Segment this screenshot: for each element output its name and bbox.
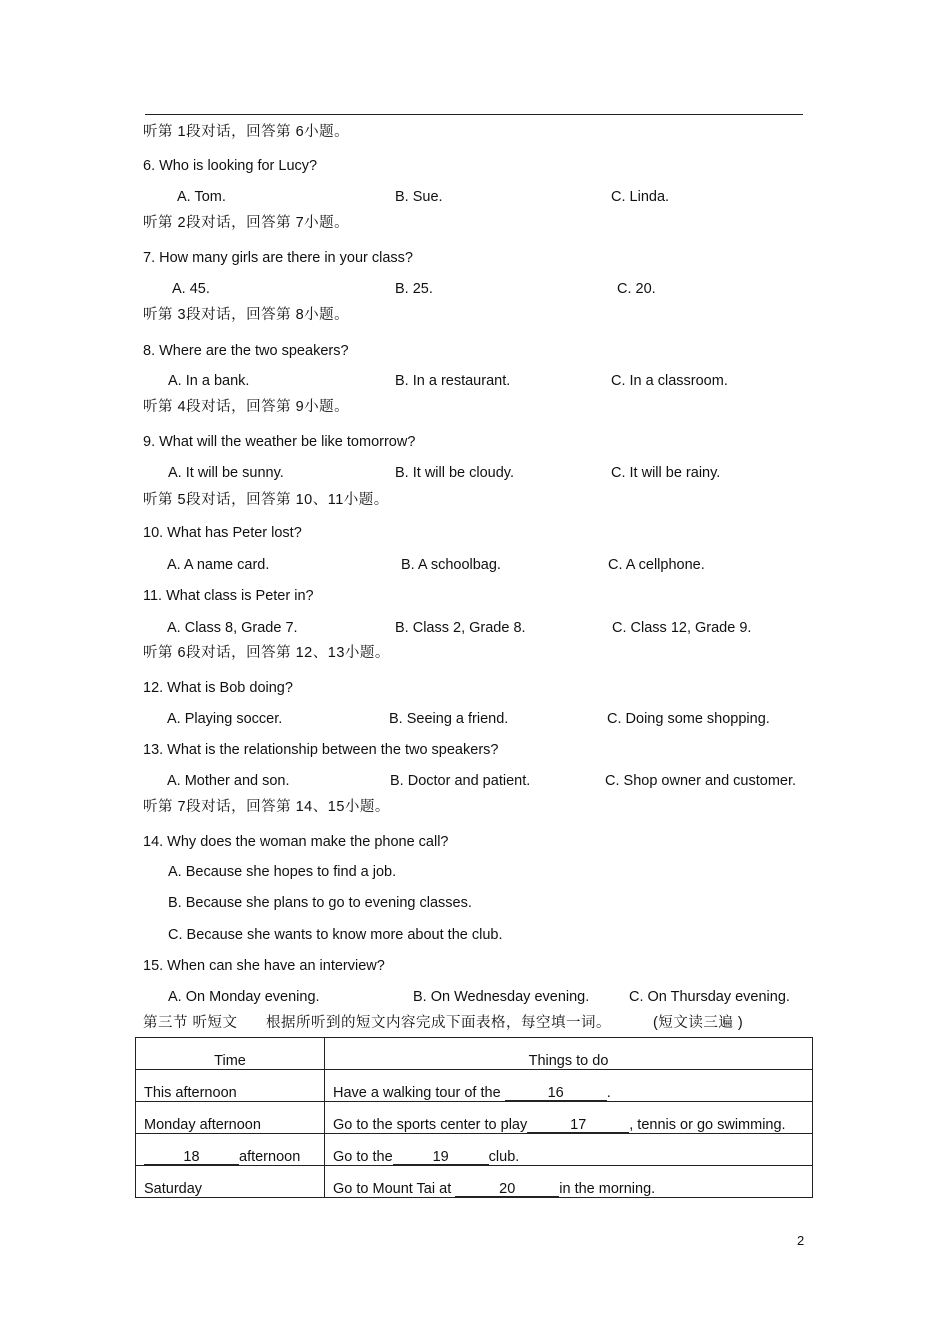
page-number: 2 [797, 1233, 805, 1248]
time-cell: This afternoon [136, 1070, 325, 1102]
option-11c: C. Class 12, Grade 9. [612, 620, 752, 636]
part3-instruction: 根据所听到的短文内容完成下面表格，每空填一词。 [266, 1015, 611, 1031]
option-13a: A. Mother and son. [167, 773, 290, 789]
question-11: 11. What class is Peter in? [143, 588, 314, 604]
header-time: Time [136, 1038, 325, 1070]
task-text: Go to Mount Tai at [333, 1181, 456, 1197]
task-text-end: in the morning. [559, 1181, 656, 1197]
answer-table [135, 1037, 813, 1198]
option-8b: B. In a restaurant. [395, 373, 511, 389]
header-things-to-do: Things to do [325, 1038, 813, 1070]
option-14a: A. Because she hopes to find a job. [168, 864, 397, 880]
option-10b: B. A schoolbag. [401, 557, 501, 573]
question-14: 14. Why does the woman make the phone call? [143, 834, 449, 850]
blank-19: 19 [393, 1150, 489, 1165]
question-8: 8. Where are the two speakers? [143, 343, 349, 359]
part3-title: 第三节 听短文 [143, 1015, 238, 1031]
option-14c: C. Because she wants to know more about the club. [168, 927, 503, 943]
section-instruction-2: 听第 2段对话，回答第 7小题。 [143, 215, 350, 231]
option-11b: B. Class 2, Grade 8. [395, 620, 526, 636]
option-6a: A. Tom. [177, 189, 226, 205]
option-7b: B. 25. [395, 281, 433, 297]
option-13c: C. Shop owner and customer. [605, 773, 797, 789]
table-row [136, 1166, 813, 1198]
question-12: 12. What is Bob doing? [143, 680, 293, 696]
part3-note: (短文读三遍 ) [653, 1015, 744, 1031]
question-7: 7. How many girls are there in your class? [143, 250, 413, 266]
option-10c: C. A cellphone. [608, 557, 705, 573]
task-text: Have a walking tour of the [333, 1085, 505, 1101]
task-text-end: . [606, 1085, 611, 1101]
blank-17: 17 [527, 1118, 629, 1133]
header-rule [145, 114, 803, 115]
question-10: 10. What has Peter lost? [143, 525, 302, 541]
option-15a: A. On Monday evening. [168, 989, 320, 1005]
option-12c: C. Doing some shopping. [607, 711, 770, 727]
time-cell [136, 1134, 325, 1166]
question-13: 13. What is the relationship between the two speakers? [143, 742, 499, 758]
blank-18: 18 [144, 1150, 239, 1165]
time-cell: Saturday [136, 1166, 325, 1198]
question-6: 6. Who is looking for Lucy? [143, 158, 318, 174]
option-11a: A. Class 8, Grade 7. [167, 620, 298, 636]
option-9b: B. It will be cloudy. [395, 465, 515, 481]
section-instruction-6: 听第 6段对话，回答第 12、13小题。 [143, 645, 390, 661]
task-text: Go to the sports center to play [333, 1117, 528, 1133]
option-13b: B. Doctor and patient. [390, 773, 531, 789]
option-8c: C. In a classroom. [611, 373, 728, 389]
option-6c: C. Linda. [611, 189, 670, 205]
option-15c: C. On Thursday evening. [629, 989, 790, 1005]
task-text-end: club. [488, 1149, 520, 1165]
question-9: 9. What will the weather be like tomorrow? [143, 434, 416, 450]
option-7a: A. 45. [172, 281, 210, 297]
task-text-end: , tennis or go swimming. [629, 1117, 786, 1133]
task-cell [325, 1070, 813, 1102]
section-instruction-5: 听第 5段对话，回答第 10、11小题。 [143, 492, 389, 508]
option-15b: B. On Wednesday evening. [413, 989, 590, 1005]
option-10a: A. A name card. [167, 557, 270, 573]
table-header-row [136, 1038, 813, 1070]
section-instruction-4: 听第 4段对话，回答第 9小题。 [143, 399, 350, 415]
option-9a: A. It will be sunny. [168, 465, 284, 481]
table-row [136, 1134, 813, 1166]
task-cell [325, 1102, 813, 1134]
blank-16: 16 [505, 1086, 607, 1101]
option-7c: C. 20. [617, 281, 656, 297]
option-6b: B. Sue. [395, 189, 443, 205]
option-8a: A. In a bank. [168, 373, 250, 389]
time-cell: Monday afternoon [136, 1102, 325, 1134]
section-instruction-1: 听第 1段对话，回答第 6小题。 [143, 124, 350, 140]
blank-20: 20 [455, 1182, 559, 1197]
table-row [136, 1070, 813, 1102]
section-instruction-3: 听第 3段对话，回答第 8小题。 [143, 307, 350, 323]
table-row [136, 1102, 813, 1134]
option-9c: C. It will be rainy. [611, 465, 721, 481]
task-cell [325, 1166, 813, 1198]
time-text: afternoon [239, 1149, 301, 1165]
option-12b: B. Seeing a friend. [389, 711, 509, 727]
option-12a: A. Playing soccer. [167, 711, 283, 727]
option-14b: B. Because she plans to go to evening classes. [168, 895, 472, 911]
task-text: Go to the [333, 1149, 393, 1165]
question-15: 15. When can she have an interview? [143, 958, 385, 974]
task-cell [325, 1134, 813, 1166]
section-instruction-7: 听第 7段对话，回答第 14、15小题。 [143, 799, 390, 815]
